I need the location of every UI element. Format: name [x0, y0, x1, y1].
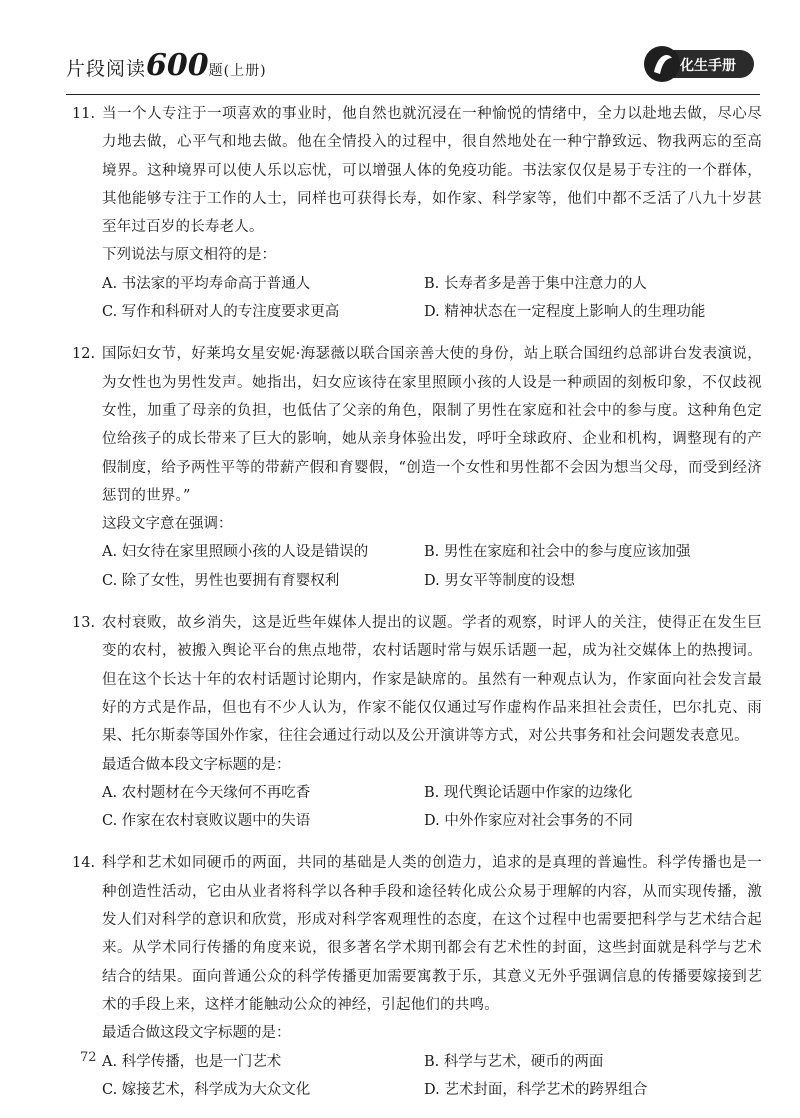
question-prompt: 最适合做本段文字标题的是： [102, 756, 291, 773]
answer-options [102, 779, 762, 836]
page-number: 72 [80, 1050, 97, 1065]
option-d: D. 艺术封面，科学艺术的跨界组合 [424, 1081, 648, 1098]
option-b: B. 科学与艺术，硬币的两面 [424, 1053, 604, 1070]
option-a: A. 书法家的平均寿命高于普通人 [102, 275, 311, 292]
option-c: C. 写作和科研对人的专注度要求更高 [102, 304, 340, 321]
option-c: C. 作家在农村衰败议题中的失语 [102, 813, 311, 830]
title-number: 600 [146, 48, 209, 83]
question-passage: 当一个人专注于一项喜欢的事业时，他自然也就沉浸在一种愉悦的情绪中，全力以赴地去做，尽心尽力地去做，心平气和地去做。他在全情投入的过程中，很自然地处在一种宁静致远、物我两忘的至高境界。这种境界可以使人乐以忘忧，可以增强人体的免疫功能。书法家仅仅是易于专注的一个群体，其他能够专注于工作的人士，同样也可获得长寿，如作家、科学家等，他们中都不乏活了八九十岁甚至年过百岁的长寿老人。 [102, 106, 762, 236]
question-list [72, 100, 762, 1118]
option-a: A. 科学传播，也是一门艺术 [102, 1053, 282, 1070]
option-c: C. 除了女性，男性也要拥有育婴权利 [102, 572, 340, 589]
title-suffix: 题 [208, 63, 224, 79]
question-prompt: 这段文字意在强调： [102, 516, 233, 533]
header-divider [66, 94, 760, 95]
option-a: A. 农村题材在今天缘何不再吃香 [102, 784, 311, 801]
option-b: B. 男性在家庭和社会中的参与度应该加强 [424, 544, 691, 561]
option-b: B. 现代舆论话题中作家的边缘化 [424, 784, 633, 801]
logo-text: 化生手册 [680, 58, 736, 74]
question-passage: 国际妇女节，好莱坞女星安妮·海瑟薇以联合国亲善大使的身份，站上联合国纽约总部讲台发表演说，为女性也为男性发声。她指出，妇女应该待在家里照顾小孩的人设是一种顽固的刻板印象，不仅歧视女性，加重了母亲的负担，也低估了父亲的角色，限制了男性在家庭和社会中的参与度。这种角色定位给孩子的成长带来了巨大的影响，她从亲身体验出发，呼吁全球政府、企业和机构，调整现有的产假制度，给予两性平等的带薪产假和育婴假，“创造一个女性和男性都不会因为想当父母，而受到经济惩罚的世界。” [102, 346, 762, 504]
question-number: 11. [72, 106, 96, 122]
answer-options [102, 270, 762, 327]
volume-label: (上册) [223, 63, 267, 79]
option-a: A. 妇女待在家里照顾小孩的人设是错误的 [102, 544, 369, 561]
option-d: D. 精神状态在一定程度上影响人的生理功能 [424, 304, 706, 321]
question-number: 12. [72, 346, 96, 363]
question-prompt: 最适合做这段文字标题的是： [102, 1025, 291, 1042]
question-number: 14. [72, 855, 96, 872]
page-header [0, 40, 800, 90]
option-b: B. 长寿者多是善于集中注意力的人 [424, 275, 647, 292]
question-13 [72, 609, 762, 835]
question-number: 13. [72, 615, 96, 632]
question-11 [72, 100, 762, 326]
question-passage: 农村衰败，故乡消失，这是近些年媒体人提出的议题。学者的观察，时评人的关注，使得正在发生巨变的农村，被搬入舆论平台的焦点地带，农村话题时常与娱乐话题一起，成为社交媒体上的热搜词。但在这个长达十年的农村话题讨论期内，作家是缺席的。虽然有一种观点认为，作家面向社会发言最好的方式是作品，但也有不少人认为，作家不能仅仅通过写作虚构作品来担社会责任，巴尔扎克、雨果、托尔斯泰等国外作家，往往会通过行动以及公开演讲等方式，对公共事务和社会问题发表意见。 [102, 615, 762, 745]
question-prompt: 下列说法与原文相符的是： [102, 247, 276, 264]
question-14 [72, 849, 762, 1104]
answer-options [102, 538, 762, 595]
option-d: D. 男女平等制度的设想 [424, 572, 575, 589]
title-prefix: 片段阅读 [66, 58, 147, 80]
question-12 [72, 340, 762, 595]
publisher-logo [640, 44, 758, 84]
book-title [66, 48, 267, 83]
question-passage: 科学和艺术如同硬币的两面，共同的基础是人类的创造力，追求的是真理的普遍性。科学传播也是一种创造性活动，它由从业者将科学以各种手段和途径转化成公众易于理解的内容，从而实现传播，激发人们对科学的意识和欣赏，形成对科学客观理性的态度，在这个过程中也需要把科学与艺术结合起来。从学术同行传播的角度来说，很多著名学术期刊都会有艺术性的封面，这些封面就是科学与艺术结合的结果。面向普通公众的科学传播更加需要寓教于乐，其意义无外乎强调信息的传播要嫁接到艺术的手段上来，这样才能触动公众的神经，引起他们的共鸣。 [102, 855, 762, 1013]
option-c: C. 嫁接艺术，科学成为大众文化 [102, 1081, 311, 1098]
option-d: D. 中外作家应对社会事务的不同 [424, 813, 633, 830]
